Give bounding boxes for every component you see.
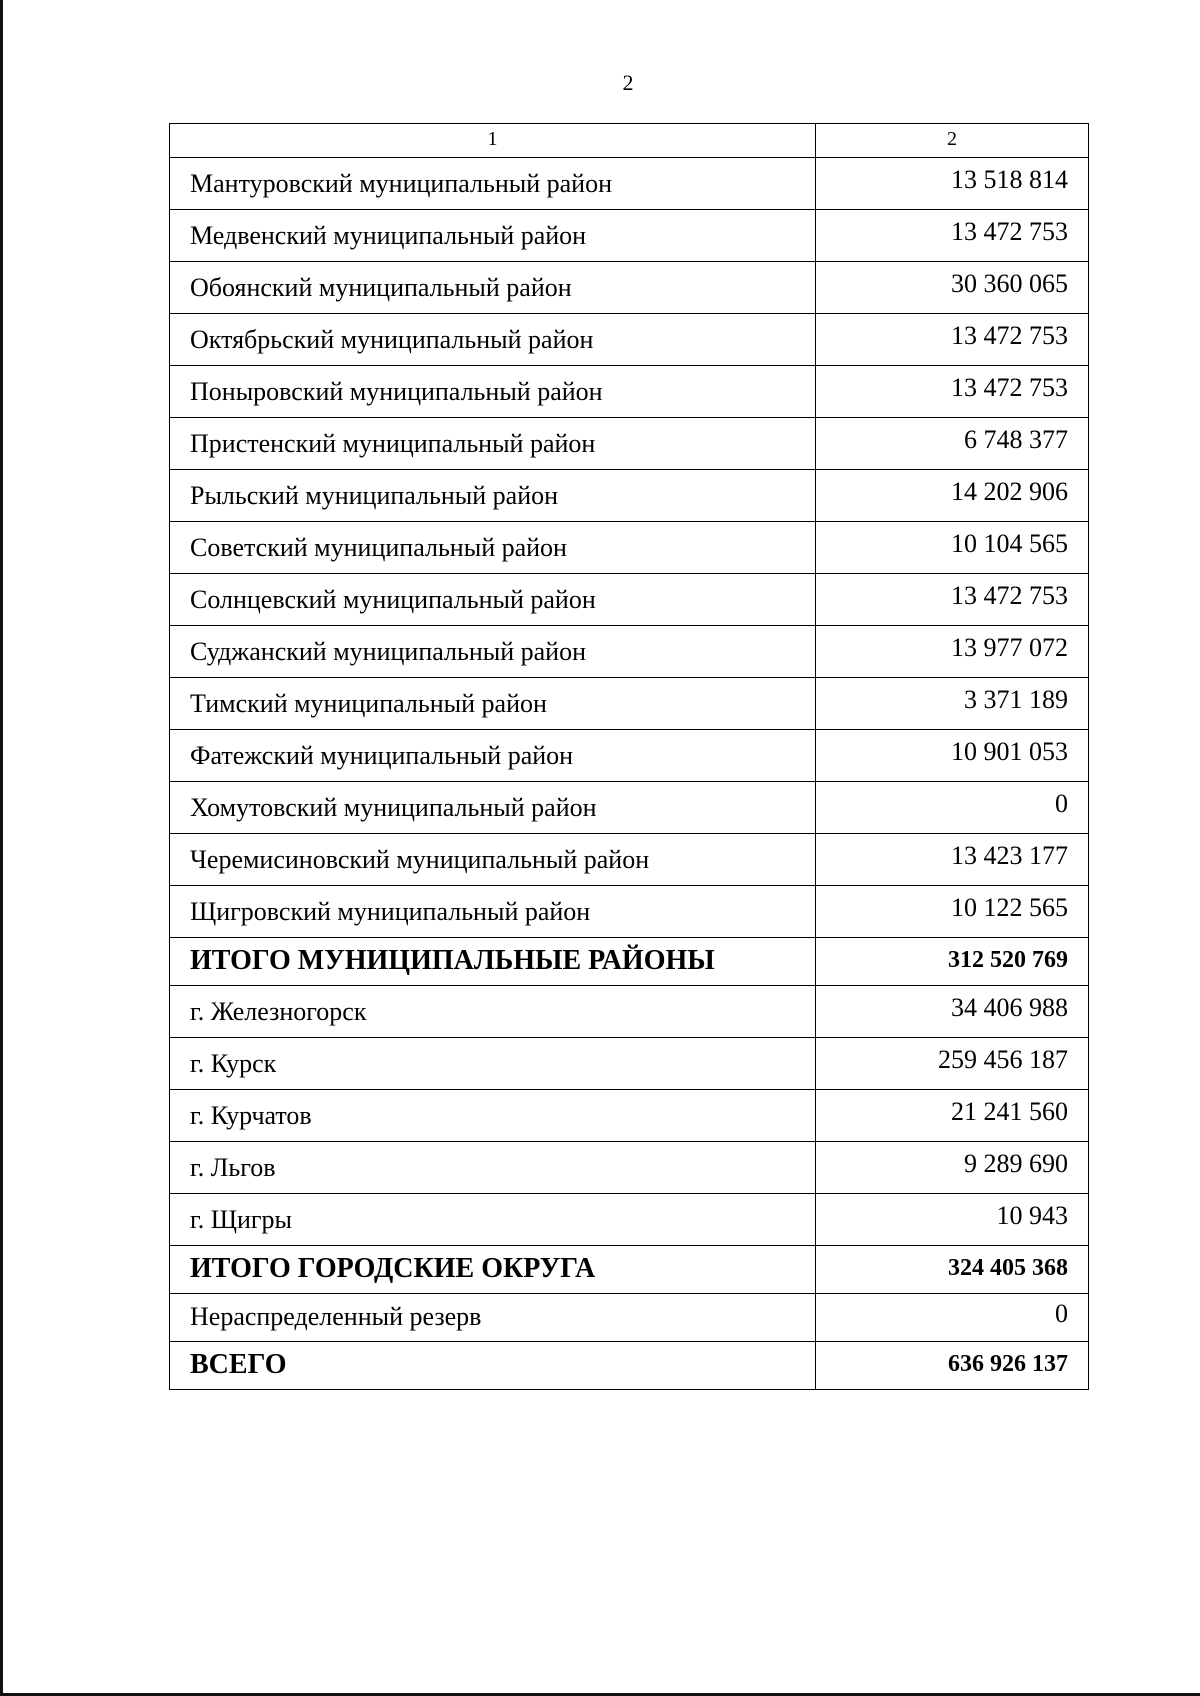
row-value-cell: 636 926 137 xyxy=(816,1342,1089,1390)
row-value-cell: 10 122 565 xyxy=(816,886,1089,938)
row-name-cell: г. Курск xyxy=(170,1038,816,1090)
table-row xyxy=(170,886,1089,938)
header-cell-2: 2 xyxy=(816,124,1089,158)
row-name-cell: Советский муниципальный район xyxy=(170,522,816,574)
row-name-cell: ИТОГО МУНИЦИПАЛЬНЫЕ РАЙОНЫ xyxy=(170,938,816,986)
table-row xyxy=(170,1194,1089,1246)
row-value-cell: 312 520 769 xyxy=(816,938,1089,986)
table-row xyxy=(170,262,1089,314)
row-value-cell: 13 472 753 xyxy=(816,314,1089,366)
row-name-cell: Суджанский муниципальный район xyxy=(170,626,816,678)
row-value-cell: 0 xyxy=(816,782,1089,834)
row-name-cell: Солнцевский муниципальный район xyxy=(170,574,816,626)
row-value-cell: 6 748 377 xyxy=(816,418,1089,470)
table-row xyxy=(170,1142,1089,1194)
table-row xyxy=(170,730,1089,782)
table-row xyxy=(170,834,1089,886)
table-row xyxy=(170,522,1089,574)
row-name-cell: Октябрьский муниципальный район xyxy=(170,314,816,366)
page-number: 2 xyxy=(622,70,634,95)
row-name-cell: г. Курчатов xyxy=(170,1090,816,1142)
row-value-cell: 30 360 065 xyxy=(816,262,1089,314)
row-value-cell: 0 xyxy=(816,1294,1089,1342)
table-row xyxy=(170,986,1089,1038)
row-value-cell: 10 104 565 xyxy=(816,522,1089,574)
table-row xyxy=(170,1090,1089,1142)
table-header-row xyxy=(170,124,1089,158)
header-cell-1: 1 xyxy=(170,124,816,158)
row-value-cell: 13 423 177 xyxy=(816,834,1089,886)
table-body xyxy=(170,124,1089,1390)
table-row xyxy=(170,678,1089,730)
row-value-cell: 13 472 753 xyxy=(816,366,1089,418)
row-value-cell: 259 456 187 xyxy=(816,1038,1089,1090)
row-value-cell: 13 472 753 xyxy=(816,574,1089,626)
table-row xyxy=(170,1294,1089,1342)
row-value-cell: 34 406 988 xyxy=(816,986,1089,1038)
row-name-cell: Обоянский муниципальный район xyxy=(170,262,816,314)
allocation-table xyxy=(169,123,1089,1390)
row-name-cell: ВСЕГО xyxy=(170,1342,816,1390)
table-row xyxy=(170,314,1089,366)
row-name-cell: ИТОГО ГОРОДСКИЕ ОКРУГА xyxy=(170,1246,816,1294)
row-name-cell: Пристенский муниципальный район xyxy=(170,418,816,470)
row-name-cell: Медвенский муниципальный район xyxy=(170,210,816,262)
row-value-cell: 14 202 906 xyxy=(816,470,1089,522)
row-name-cell: Рыльский муниципальный район xyxy=(170,470,816,522)
row-value-cell: 9 289 690 xyxy=(816,1142,1089,1194)
row-name-cell: г. Щигры xyxy=(170,1194,816,1246)
row-value-cell: 21 241 560 xyxy=(816,1090,1089,1142)
table-row xyxy=(170,210,1089,262)
row-name-cell: Фатежский муниципальный район xyxy=(170,730,816,782)
table-row xyxy=(170,418,1089,470)
table-row xyxy=(170,574,1089,626)
row-value-cell: 10 901 053 xyxy=(816,730,1089,782)
row-name-cell: г. Льгов xyxy=(170,1142,816,1194)
row-name-cell: Поныровский муниципальный район xyxy=(170,366,816,418)
table-row xyxy=(170,782,1089,834)
row-value-cell: 13 977 072 xyxy=(816,626,1089,678)
table-total-row xyxy=(170,1342,1089,1390)
table-total-row xyxy=(170,938,1089,986)
row-value-cell: 13 472 753 xyxy=(816,210,1089,262)
row-name-cell: Хомутовский муниципальный район xyxy=(170,782,816,834)
row-name-cell: Черемисиновский муниципальный район xyxy=(170,834,816,886)
table-row xyxy=(170,626,1089,678)
row-name-cell: г. Железногорск xyxy=(170,986,816,1038)
row-value-cell: 10 943 xyxy=(816,1194,1089,1246)
scan-edge-left xyxy=(0,0,3,1696)
row-name-cell: Щигровский муниципальный район xyxy=(170,886,816,938)
table-total-row xyxy=(170,1246,1089,1294)
row-name-cell: Тимский муниципальный район xyxy=(170,678,816,730)
table-row xyxy=(170,158,1089,210)
table-row xyxy=(170,1038,1089,1090)
row-name-cell: Мантуровский муниципальный район xyxy=(170,158,816,210)
row-value-cell: 3 371 189 xyxy=(816,678,1089,730)
row-name-cell: Нераспределенный резерв xyxy=(170,1294,816,1342)
row-value-cell: 324 405 368 xyxy=(816,1246,1089,1294)
table-row xyxy=(170,470,1089,522)
table-row xyxy=(170,366,1089,418)
row-value-cell: 13 518 814 xyxy=(816,158,1089,210)
